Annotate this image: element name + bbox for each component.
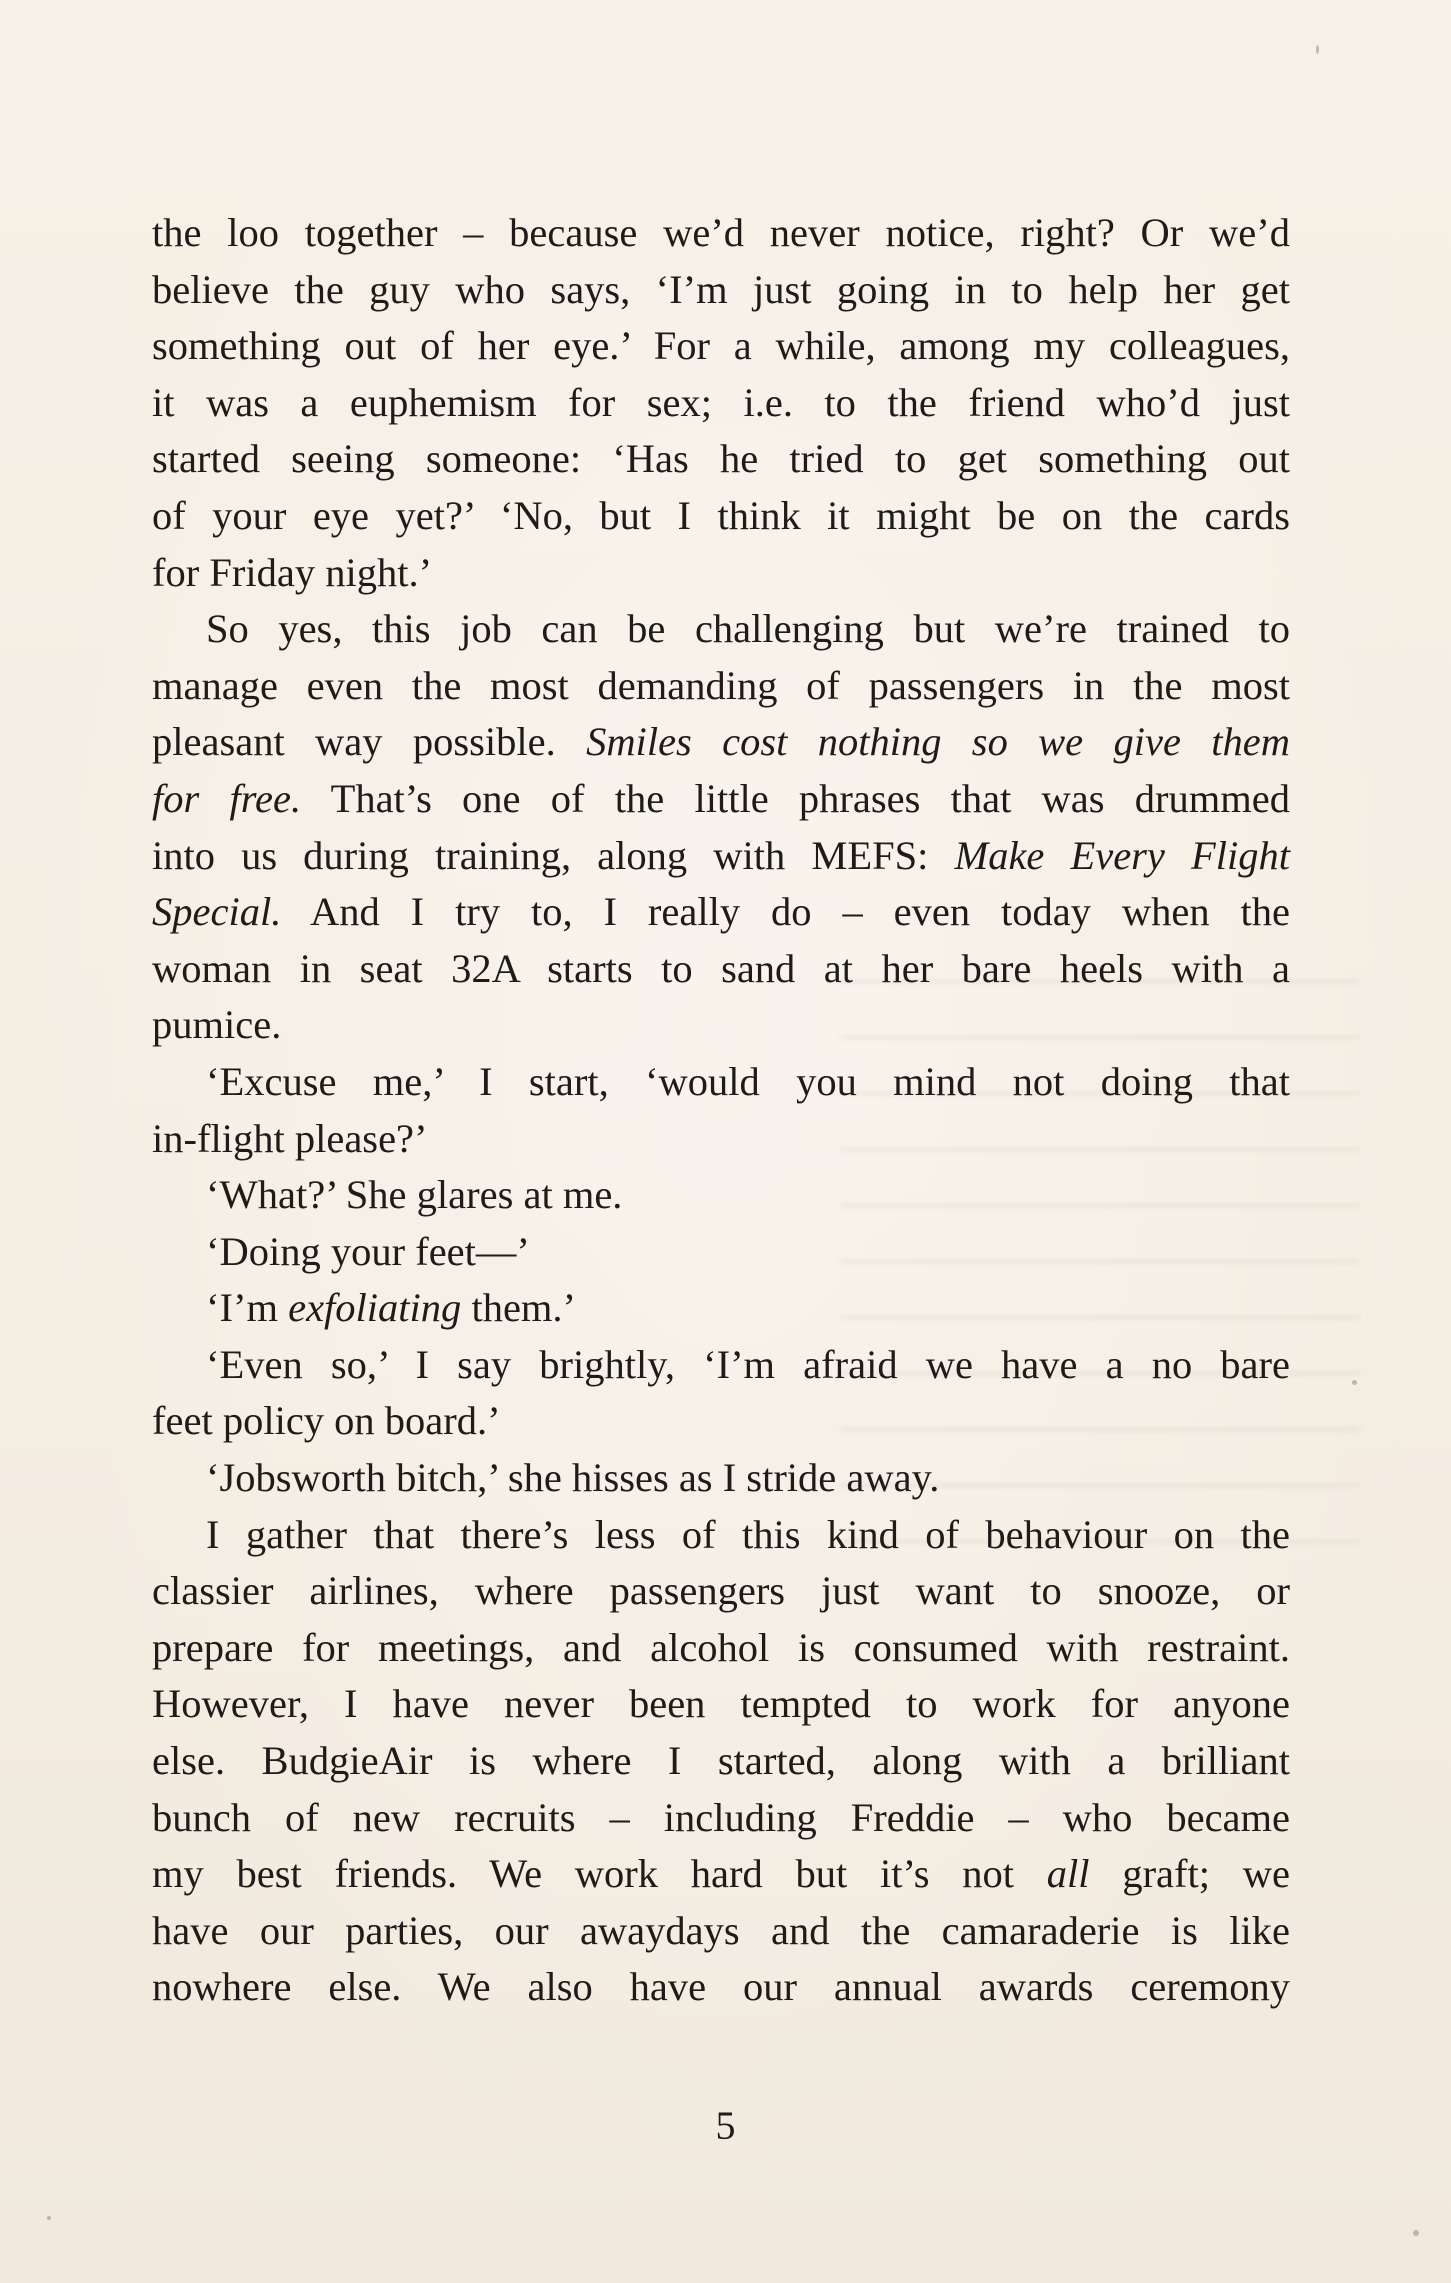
text-line	[152, 1280, 1290, 1337]
text-segment: my best friends. We work hard but it’s not	[152, 1851, 1047, 1897]
text-line	[152, 714, 1290, 771]
text-segment: for Friday night.’	[152, 549, 433, 595]
text-segment: ‘I’m	[206, 1285, 289, 1331]
text-segment: ‘Jobsworth bitch,’ she hisses as I stride away.	[206, 1455, 940, 1501]
text-line	[152, 375, 1290, 432]
text-line	[152, 1676, 1290, 1733]
text-segment: That’s one of the little phrases that was drummed	[301, 775, 1290, 821]
text-line	[152, 1620, 1290, 1677]
text-line	[152, 658, 1290, 715]
text-segment: So yes, this job can be challenging but we’re trained to	[206, 606, 1290, 652]
paper-speck	[1316, 45, 1319, 54]
text-segment: believe the guy who says, ‘I’m just going in to help her get	[152, 266, 1290, 312]
text-line	[152, 205, 1290, 262]
paper-speck	[1413, 2230, 1419, 2236]
text-line	[152, 1167, 1290, 1224]
text-line	[152, 1507, 1290, 1564]
text-line	[152, 941, 1290, 998]
text-line	[152, 771, 1290, 828]
text-segment: started seeing someone: ‘Has he tried to get something out	[152, 436, 1290, 482]
text-line	[152, 601, 1290, 658]
text-line	[152, 1111, 1290, 1168]
text-line	[152, 1959, 1290, 2016]
text-segment: of your eye yet?’ ‘No, but I think it might be on the cards	[152, 492, 1290, 538]
text-segment: pumice.	[152, 1002, 282, 1048]
italic-text: all	[1046, 1851, 1090, 1897]
italic-text: Smiles cost nothing so we give them	[586, 719, 1290, 765]
text-segment: pleasant way possible.	[152, 719, 587, 765]
text-line	[152, 318, 1290, 375]
text-segment: them.’	[461, 1285, 577, 1331]
text-segment: ‘Excuse me,’ I start, ‘would you mind not doing that	[206, 1058, 1290, 1104]
italic-text: Make Every Flight	[954, 832, 1290, 878]
text-line	[152, 1733, 1290, 1790]
text-segment: into us during training, along with MEFS:	[152, 832, 955, 878]
text-segment: ‘Even so,’ I say brightly, ‘I’m afraid we have a no bare	[206, 1341, 1290, 1387]
text-segment: bunch of new recruits – including Freddie – who became	[152, 1794, 1290, 1840]
text-line	[152, 1337, 1290, 1394]
text-segment: nowhere else. We also have our annual awards ceremony	[152, 1964, 1290, 2010]
text-line	[152, 1563, 1290, 1620]
text-line	[152, 1846, 1290, 1903]
body-text	[152, 205, 1290, 2016]
text-segment: prepare for meetings, and alcohol is consumed with restraint.	[152, 1624, 1290, 1670]
text-segment: manage even the most demanding of passengers in the most	[152, 662, 1290, 708]
text-segment: And I try to, I really do – even today when the	[281, 889, 1290, 935]
text-line	[152, 1450, 1290, 1507]
text-segment: feet policy on board.’	[152, 1398, 501, 1444]
paper-speck	[47, 2216, 51, 2220]
text-line	[152, 545, 1290, 602]
text-line	[152, 1393, 1290, 1450]
text-line	[152, 884, 1290, 941]
text-line	[152, 1224, 1290, 1281]
text-segment: woman in seat 32A starts to sand at her bare heels with a	[152, 945, 1290, 991]
page-number: 5	[715, 2103, 736, 2148]
text-segment: the loo together – because we’d never notice, right? Or we’d	[152, 210, 1290, 255]
text-segment: I gather that there’s less of this kind of behaviour on the	[206, 1511, 1290, 1557]
text-segment: ‘Doing your feet—’	[206, 1228, 530, 1274]
italic-text: Special.	[152, 889, 282, 935]
text-segment: else. BudgieAir is where I started, along with a brilliant	[152, 1738, 1290, 1784]
text-line	[152, 828, 1290, 885]
text-segment: in-flight please?’	[152, 1115, 428, 1161]
italic-text: for free.	[152, 775, 302, 821]
text-line	[152, 488, 1290, 545]
text-segment: graft; we	[1089, 1851, 1290, 1897]
text-line	[152, 1054, 1290, 1111]
text-segment: something out of her eye.’ For a while, among my colleagues,	[152, 323, 1290, 369]
text-segment: it was a euphemism for sex; i.e. to the friend who’d just	[152, 379, 1290, 425]
text-segment: However, I have never been tempted to work for anyone	[152, 1681, 1290, 1727]
text-segment: classier airlines, where passengers just want to snooze, or	[152, 1568, 1290, 1614]
text-segment: ‘What?’ She glares at me.	[206, 1172, 623, 1218]
text-line	[152, 431, 1290, 488]
text-line	[152, 1790, 1290, 1847]
text-line	[152, 997, 1290, 1054]
text-segment: have our parties, our awaydays and the camaraderie is like	[152, 1907, 1290, 1953]
text-line	[152, 262, 1290, 319]
italic-text: exfoliating	[288, 1285, 462, 1331]
paper-speck	[1352, 1380, 1357, 1385]
text-line	[152, 1903, 1290, 1960]
